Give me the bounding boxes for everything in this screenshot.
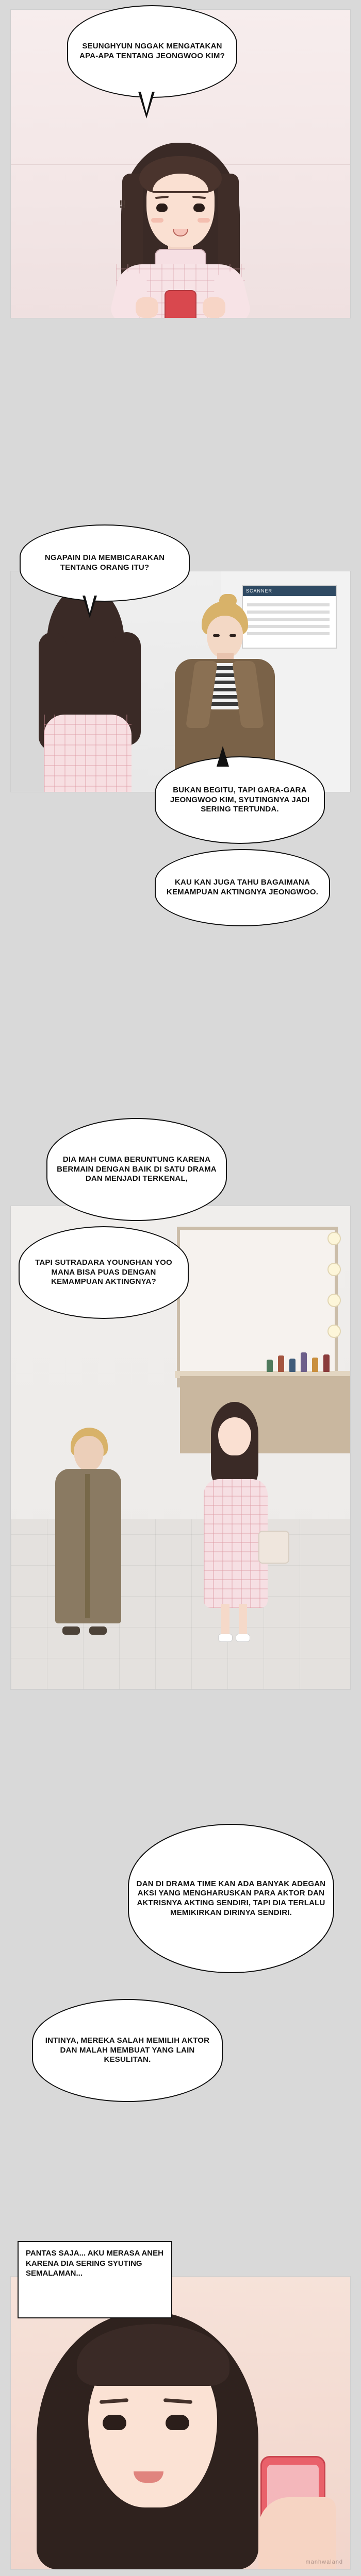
blush-right xyxy=(198,218,210,223)
shoe-left xyxy=(62,1626,80,1635)
speech-bubble-3-tail xyxy=(217,746,229,767)
wall-monitor-header xyxy=(243,586,336,596)
eye-right xyxy=(166,2415,189,2430)
speech-bubble-2 xyxy=(20,524,190,602)
hand-right xyxy=(203,297,225,318)
eye-right xyxy=(229,634,236,637)
narration-caption-text: PANTAS SAJA... AKU MERASA ANEH KARENA DIA SERING SYUTING SEMALAMAN... xyxy=(26,2249,163,2278)
character-seunghyun-closeup xyxy=(11,2301,350,2569)
surprise-sfx xyxy=(119,200,126,209)
vanity-bulb xyxy=(327,1232,341,1245)
wall-monitor-label: SCANNER xyxy=(246,588,273,594)
face xyxy=(218,1417,251,1455)
character-man-standing xyxy=(42,1428,135,1649)
vanity-bulb xyxy=(327,1263,341,1276)
eye-left xyxy=(103,2415,126,2430)
cosmetic-bottle xyxy=(289,1359,296,1372)
speech-bubble-8-text: INTINYA, MEREKA SALAH MEMILIH AKTOR DAN MALAH MEMBUAT YANG LAIN KESULITAN. xyxy=(45,2036,210,2064)
speech-bubble-3 xyxy=(155,756,325,844)
eye-left xyxy=(213,634,220,637)
speech-bubble-6-text: TAPI SUTRADARA YOUNGHAN YOO MANA BISA PUAS DENGAN KEMAMPUAN AKTINGNYA? xyxy=(35,1258,172,1286)
shoe-left xyxy=(218,1634,233,1642)
speech-bubble-7 xyxy=(128,1824,334,1973)
coat-center-seam xyxy=(85,1474,90,1618)
cosmetic-bottle xyxy=(301,1352,307,1372)
head xyxy=(74,1436,104,1471)
dress xyxy=(44,715,132,792)
character-seunghyun-figure xyxy=(95,143,266,318)
cosmetic-bottle xyxy=(323,1354,330,1372)
smartphone xyxy=(165,290,196,318)
cosmetic-bottle xyxy=(312,1358,318,1372)
speech-bubble-2-tail-inner xyxy=(85,594,95,613)
speech-bubble-5-text: DIA MAH CUMA BERUNTUNG KARENA BERMAIN DENGAN BAIK DI SATU DRAMA DAN MENJADI TERKENAL, xyxy=(57,1155,217,1183)
comic-panel-4 xyxy=(10,2276,351,2570)
shoe-right xyxy=(236,1634,250,1642)
cosmetic-bottle xyxy=(278,1355,284,1372)
narration-caption xyxy=(18,2241,172,2318)
speech-bubble-5 xyxy=(46,1118,227,1221)
eye-right xyxy=(193,204,205,212)
vanity-bulb xyxy=(327,1325,341,1338)
speech-bubble-6 xyxy=(19,1226,189,1319)
speech-bubble-1 xyxy=(67,5,237,98)
comic-panel-2 xyxy=(10,571,351,792)
speech-bubble-3-text: BUKAN BEGITU, TAPI GARA-GARA JEONGWOO KIM, SYUTINGNYA JADI SERING TERTUNDA. xyxy=(170,785,310,814)
cosmetic-bottle xyxy=(267,1360,273,1372)
dress-plaid-pattern xyxy=(44,715,132,792)
vanity-bulb xyxy=(327,1294,341,1307)
watermark: manhwaland xyxy=(305,2559,343,2565)
face xyxy=(207,616,243,658)
speech-bubble-8 xyxy=(32,1999,223,2102)
speech-bubble-1-tail-inner xyxy=(140,90,153,113)
shoe-right xyxy=(89,1626,107,1635)
blush-left xyxy=(151,218,163,223)
eye-left xyxy=(156,204,168,212)
surprise-sfx-text: !! xyxy=(119,199,126,210)
character-girl-standing xyxy=(181,1402,284,1644)
leg-left xyxy=(221,1604,229,1636)
handbag xyxy=(258,1531,289,1564)
speech-bubble-2-text: NGAPAIN DIA MEMBICARAKAN TENTANG ORANG ITU? xyxy=(44,553,165,572)
speech-bubble-4 xyxy=(155,849,330,926)
hair-fringe xyxy=(139,156,222,193)
speech-bubble-4-text: KAU KAN JUGA TAHU BAGAIMANA KEMAMPUAN AKTINGNYA JEONGWOO. xyxy=(166,878,319,896)
leg-right xyxy=(239,1604,247,1636)
speech-bubble-1-text: SEUNGHYUN NGGAK MENGATAKAN APA-APA TENTANG JEONGWOO KIM? xyxy=(79,42,225,60)
speech-bubble-7-text: DAN DI DRAMA TIME KAN ADA BANYAK ADEGAN AKSI YANG MENGHARUSKAN PARA AKTOR DAN AKTRISNYA AKTING SENDIRI, TAPI DIA TERLALU MEMIKIRKAN DIRINYA SENDIRI. xyxy=(136,1879,326,1917)
hand-left xyxy=(136,297,158,318)
